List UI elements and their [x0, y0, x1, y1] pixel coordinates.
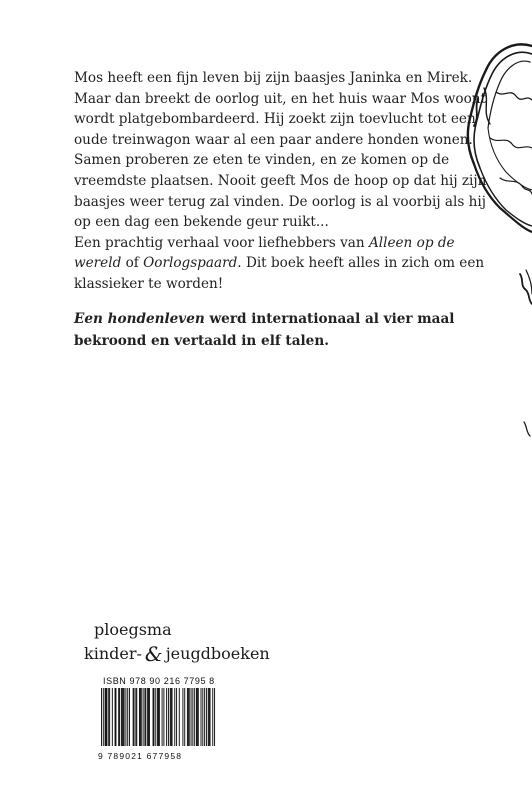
barcode-bar: [189, 688, 190, 746]
barcode-bar: [127, 688, 128, 746]
barcode-bar: [112, 688, 113, 746]
barcode-bar: [123, 688, 124, 746]
barcode-bar: [194, 688, 195, 746]
barcode-bar: [109, 688, 110, 746]
barcode-digits: 9 789021 677958: [98, 751, 183, 761]
barcode-block: [98, 676, 218, 761]
barcode-bar: [118, 688, 119, 746]
publisher-imprint-right: jeugdboeken: [165, 644, 270, 663]
barcode-bar: [206, 688, 207, 746]
barcode-bar: [172, 688, 173, 746]
barcode-bar: [155, 688, 156, 746]
barcode-bar: [187, 688, 188, 746]
barcode-bar: [139, 688, 140, 746]
barcode-bar: [134, 688, 135, 746]
barcode-bar: [204, 688, 205, 746]
award-book-title: Een hondenleven: [74, 311, 205, 327]
barcode-bar: [143, 688, 144, 746]
barcode-bar: [174, 688, 175, 746]
barcode-bar: [136, 688, 137, 746]
barcode-bar: [145, 688, 146, 746]
barcode-bar: [108, 688, 109, 746]
ampersand-logo: &: [144, 642, 163, 666]
barcode-bar: [158, 688, 159, 746]
barcode-bar: [212, 688, 213, 746]
barcode-bar: [125, 688, 126, 746]
barcode-bar: [133, 688, 134, 746]
barcode-bar: [153, 688, 154, 746]
barcode-bar: [122, 688, 123, 746]
barcode-bar: [176, 688, 177, 746]
barcode-bar: [184, 688, 185, 746]
publisher-name: ploegsma: [94, 620, 172, 639]
blurb-p2-pre: Een prachtig verhaal voor liefhebbers van: [74, 234, 369, 251]
barcode-bar: [198, 688, 199, 746]
barcode-bar: [115, 688, 116, 746]
publisher-logo: [84, 618, 270, 666]
barcode-bar: [141, 688, 142, 746]
barcode-bar: [144, 688, 145, 746]
barcode-bar: [147, 688, 148, 746]
barcode-bar: [166, 688, 167, 746]
book-title-oorlogspaard: Oorlogspaard: [143, 255, 238, 272]
scribble-illustration: [460, 28, 532, 458]
barcode-bar: [210, 688, 211, 746]
barcode-bar: [191, 688, 192, 746]
barcode-bar: [202, 688, 203, 746]
barcode-bar: [124, 688, 125, 746]
award-description: werd internationaal al vier maal bekroond en vertaald in elf talen.: [74, 311, 455, 349]
blurb-paragraph-2: [74, 233, 504, 295]
barcode-bar: [171, 688, 172, 746]
blurb-p2-mid: of: [121, 255, 144, 272]
barcode-bar: [119, 688, 120, 746]
barcode-bar: [106, 688, 107, 746]
barcode-bar: [192, 688, 193, 746]
barcode-bar: [201, 688, 202, 746]
barcode-bar: [170, 688, 171, 746]
barcode-bar: [162, 688, 163, 746]
barcode-bar: [115, 688, 116, 746]
barcode-bar: [135, 688, 136, 746]
barcode-bar: [149, 688, 150, 746]
barcode-bar: [105, 688, 106, 746]
barcode-bar: [101, 688, 102, 746]
barcode-bar: [197, 688, 198, 746]
barcode-bar: [157, 688, 158, 746]
barcode-bar: [182, 688, 183, 746]
barcode-bar: [129, 688, 130, 746]
barcode-bar: [188, 688, 189, 746]
barcode-bar: [106, 688, 107, 746]
barcode: [98, 688, 218, 748]
barcode-bar: [208, 688, 209, 746]
blurb-text: [74, 68, 504, 295]
barcode-bar: [168, 688, 169, 746]
isbn-label: ISBN 978 90 216 7795 8: [103, 676, 215, 686]
barcode-bar: [103, 688, 104, 746]
barcode-bar: [179, 688, 180, 746]
publisher-imprint-left: kinder-: [84, 644, 142, 663]
barcode-bar: [214, 688, 215, 746]
blurb-paragraph-1: Mos heeft een fijn leven bij zijn baasjes Janinka en Mirek. Maar dan breekt de oorlog uit, en het huis waar Mos woont wordt platgebombardeerd. Hij zoekt zijn toevlucht tot een oude treinwagon waar al een paar andere honden wonen. Samen proberen ze eten te vinden, en ze komen op de vreemdste plaatsen. Nooit geeft Mos de hoop op dat hij zijn baasjes weer terug zal vinden. De oorlog is al voorbij als hij op een dag een bekende geur ruikt...: [74, 70, 487, 231]
barcode-bar: [209, 688, 210, 746]
award-text: [74, 308, 504, 352]
barcode-bar: [140, 688, 141, 746]
barcode-bar: [159, 688, 160, 746]
blurb-p2-post: . Dit boek heeft alles in zich om een klassieker te worden!: [74, 255, 485, 292]
barcode-bar: [163, 688, 164, 746]
barcode-bar: [196, 688, 197, 746]
barcode-bar: [121, 688, 122, 746]
barcode-bar: [148, 688, 149, 746]
book-title-alleen: Alleen op de wereld: [74, 234, 455, 272]
barcode-bar: [153, 688, 154, 746]
publisher-imprint: [84, 642, 270, 666]
